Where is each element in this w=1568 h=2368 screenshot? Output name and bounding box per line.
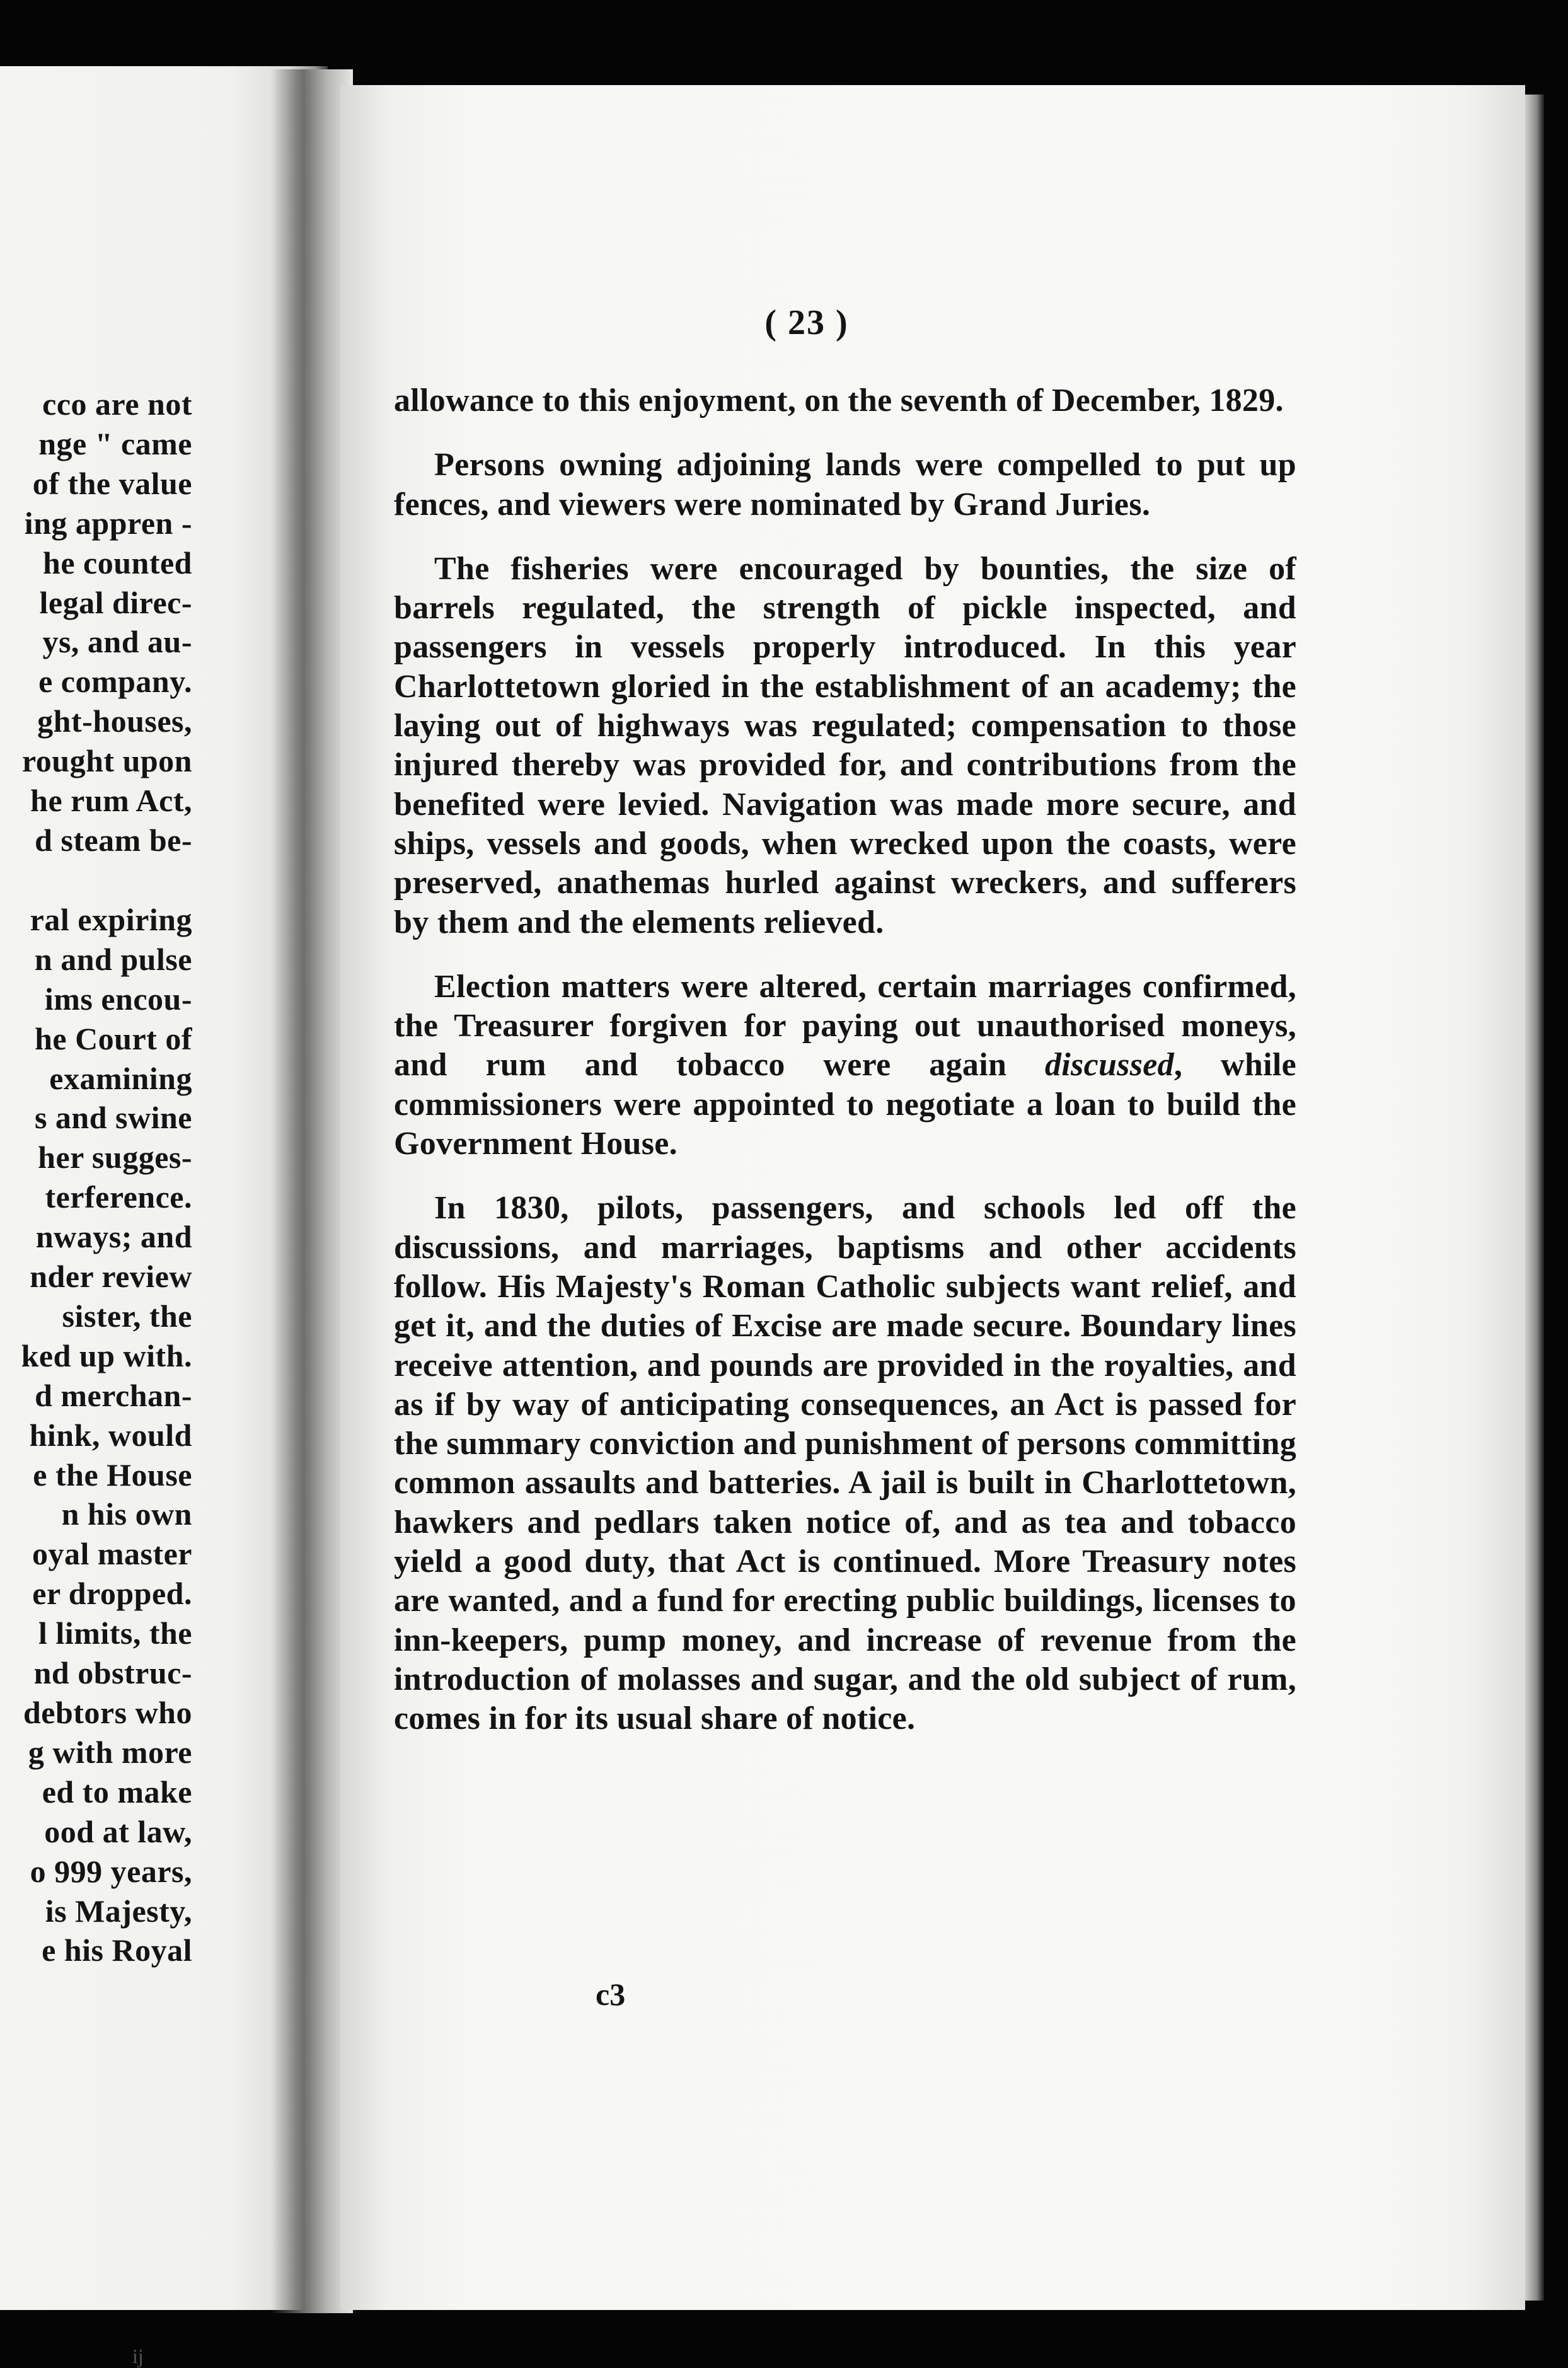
facing-page-line: d steam be- — [35, 822, 192, 858]
paragraph — [394, 550, 1296, 942]
italic-text: discussed — [1044, 1047, 1174, 1083]
page-number: ( 23 ) — [764, 303, 849, 342]
facing-page-text — [0, 384, 192, 1970]
facing-page-footer-mark: ij — [132, 2345, 144, 2367]
paragraph — [394, 446, 1296, 524]
facing-page-line: of the value — [32, 465, 192, 501]
facing-page-line: e the House — [33, 1457, 192, 1493]
paragraph — [394, 381, 1296, 420]
facing-page-line: er dropped. — [32, 1576, 192, 1612]
paragraph-text: In 1830, pilots, passengers, and schools led off the discussions, and marriages, baptisms and other accidents follow. His Majesty's Roman Catholic subjects want relief, and get it, and the duties of Excise are made secure. Boundary lines receive attention, and pounds are provided in the royalties, and as if by way of anticipating consequences, an Act is passed for the summary conviction and punishment of persons committing common assaults and batteries. A jail is built in Charlottetown, hawkers and pedlars taken notice of, and as tea and tobacco yield a good duty, that Act is continued. More Treasury notes are wanted, and a fund for erecting public buildings, licenses to inn-keepers, pump money, and increase of revenue from the introduction of molasses and sugar, and the old subject of rum, comes in for its usual share of notice. — [394, 1190, 1296, 1737]
facing-page-line: s and swine — [34, 1100, 192, 1136]
facing-page-line: ys, and au- — [42, 624, 192, 660]
facing-page-line: g with more — [28, 1734, 192, 1770]
facing-page-line: nder review — [30, 1259, 192, 1295]
body-text — [394, 381, 1296, 1739]
facing-page-line: debtors who — [23, 1695, 192, 1730]
facing-page-line: ims encou- — [44, 981, 192, 1017]
facing-page-line: ght-houses, — [37, 703, 192, 739]
facing-page-line: he rum Act, — [30, 783, 192, 819]
facing-page-line: nge " came — [38, 425, 192, 461]
facing-page-line: d merchan- — [35, 1377, 192, 1413]
facing-page-line: he Court of — [35, 1020, 192, 1056]
facing-page-line: ked up with. — [21, 1337, 192, 1373]
facing-page-line: o 999 years, — [30, 1853, 192, 1889]
facing-page-line: n and pulse — [34, 941, 192, 977]
paragraph-text: Persons owning adjoining lands were compelled to put up fences, and viewers were nominated by Grand Juries. — [394, 447, 1296, 523]
facing-page-line: ing appren - — [24, 505, 192, 541]
page-edge-shadow — [1525, 95, 1544, 2301]
facing-page-line: cco are not — [42, 386, 192, 422]
facing-page-line: ood at law, — [44, 1813, 192, 1849]
facing-page-line: is Majesty, — [45, 1893, 192, 1929]
facing-page-line: sister, the — [62, 1298, 192, 1334]
facing-page-line: terference. — [45, 1179, 192, 1215]
facing-page-line: e company. — [38, 664, 192, 700]
facing-page-line: n his own — [61, 1496, 192, 1532]
facing-page-line: nd obstruc- — [33, 1655, 192, 1691]
facing-page-line: rought upon — [22, 743, 192, 779]
facing-page-line: ral expiring — [30, 901, 192, 937]
paragraph-text: The fisheries were encouraged by bounties, the size of barrels regulated, the strength of pickle inspected, and passengers in vessels properly introduced. In this year Charlottetown gloried in the establishment of an academy; the laying out of highways was regulated; compensation to those injured thereby was provided for, and contributions from the benefited were levied. Navigation was made more secure, and ships, vessels and goods, when wrecked upon the coasts, were preserved, anathemas hurled against wreckers, and sufferers by them and the elements relieved. — [394, 550, 1296, 940]
facing-page-line: nways; and — [35, 1219, 192, 1255]
paragraph — [394, 1189, 1296, 1738]
facing-page-line: oyal master — [32, 1536, 192, 1572]
facing-page-blank-line — [0, 860, 192, 900]
paragraph — [394, 967, 1296, 1164]
facing-page-line: l limits, the — [38, 1615, 192, 1651]
paragraph-text: Election matters were altered, certain marriages confirmed, the Treasurer forgiven for paying out unauthorised moneys, and rum and tobacco were again — [394, 968, 1296, 1083]
paragraph-text: , while commissioners were appointed to negotiate a loan to build the Government House. — [394, 1047, 1296, 1162]
facing-page-line: legal direc- — [39, 584, 192, 620]
facing-page-line: e his Royal — [42, 1932, 192, 1968]
facing-page-line: her sugges- — [38, 1140, 192, 1175]
printer-signature-mark: c3 — [596, 1977, 626, 2012]
paragraph-text: allowance to this enjoyment, on the seventh of December, 1829. — [394, 383, 1284, 419]
facing-page-line: he counted — [43, 545, 192, 580]
facing-page-line: hink, would — [29, 1417, 192, 1453]
facing-page-line: examining — [49, 1060, 192, 1096]
facing-page-line: ed to make — [42, 1774, 192, 1810]
